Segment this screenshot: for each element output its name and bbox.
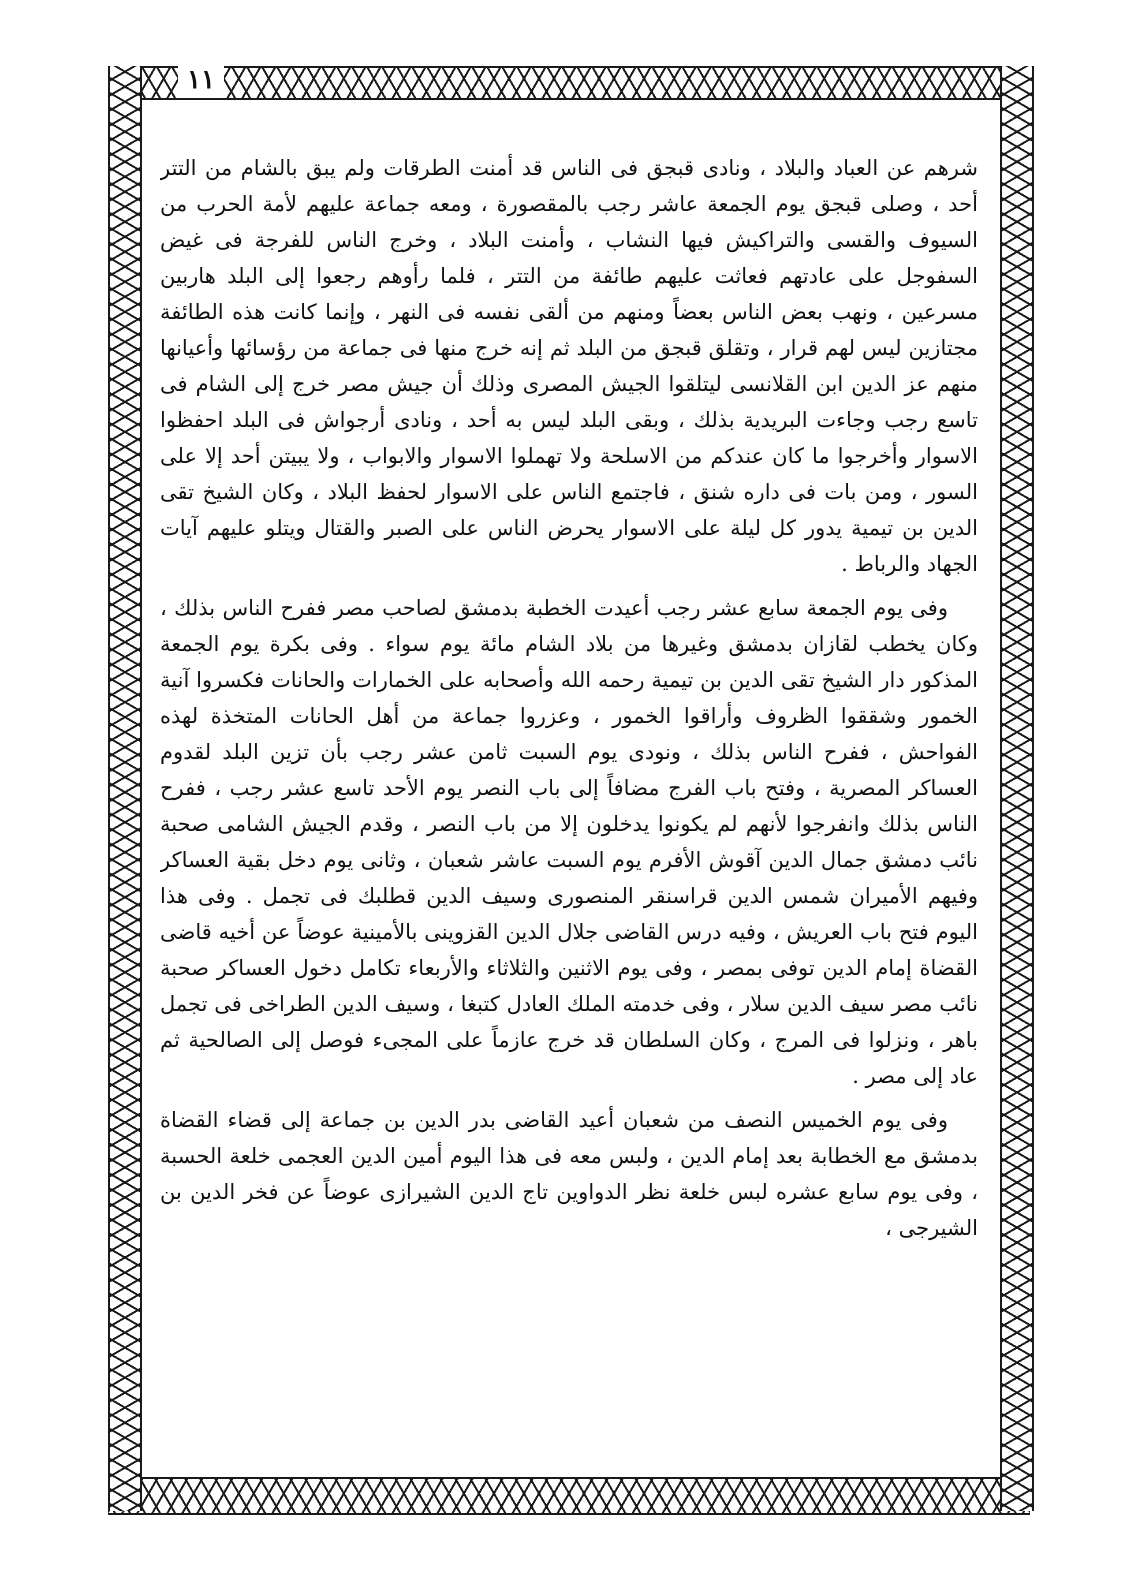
page-text: [160, 150, 978, 1460]
page-number: ١١: [178, 62, 224, 98]
paragraph-3: وفى يوم الخميس النصف من شعبان أعيد القاضى بدر الدين بن جماعة إلى قضاء القضاة بدمشق مع الخطابة بعد إمام الدين ، ولبس معه فى هذا اليوم أمين الدين العجمى خلعة الحسبة ، وفى يوم سابع عشره لبس خلعة نظر الدواوين تاج الدين الشيرازى عوضاً عن فخر الدين بن الشيرجى ،: [160, 1108, 978, 1240]
ornamental-border-top: [108, 66, 1030, 100]
ornamental-border-right: [1000, 66, 1034, 1511]
paragraph-1: شرهم عن العباد والبلاد ، ونادى قبجق فى الناس قد أمنت الطرقات ولم يبق بالشام من التتر أحد ، وصلى قبجق يوم الجمعة عاشر رجب بالمقصورة ، ومعه جماعة عليهم لأمة الحرب من السيوف والقسى والتراكيش فيها النشاب ، وأمنت البلاد ، وخرج الناس للفرجة فى غيض السفوجل على عادتهم فعاثت عليهم طائفة من التتر ، فلما رأوهم رجعوا إلى البلد هاربين مسرعين ، ونهب بعض الناس بعضاً ومنهم من ألقى نفسه فى النهر ، وإنما كانت هذه الطائفة مجتازين ليس لهم قرار ، وتقلق قبجق من البلد ثم إنه خرج منها فى جماعة من رؤسائها وأعيانها منهم عز الدين ابن القلانسى ليتلقوا الجيش المصرى وذلك أن جيش مصر خرج إلى الشام فى تاسع رجب وجاءت البريدية بذلك ، وبقى البلد ليس به أحد ، ونادى أرجواش فى البلد احفظوا الاسوار وأخرجوا ما كان عندكم من الاسلحة ولا تهملوا الاسوار والابواب ، ولا يبيتن أحد إلا على السور ، ومن بات فى داره شنق ، فاجتمع الناس على الاسوار لحفظ البلاد ، وكان الشيخ تقى الدين بن تيمية يدور كل ليلة على الاسوار يحرض الناس على الصبر والقتال ويتلو عليهم آيات الجهاد والرباط .: [160, 156, 978, 576]
paragraph-2: وفى يوم الجمعة سابع عشر رجب أعيدت الخطبة بدمشق لصاحب مصر ففرح الناس بذلك ، وكان يخطب لقازان بدمشق وغيرها من بلاد الشام مائة يوم سواء . وفى بكرة يوم الجمعة المذكور دار الشيخ تقى الدين بن تيمية رحمه الله وأصحابه على الخمارات والحانات فكسروا آنية الخمور وشققوا الظروف وأراقوا الخمور ، وعزروا جماعة من أهل الحانات المتخذة لهذه الفواحش ، ففرح الناس بذلك ، ونودى يوم السبت ثامن عشر رجب بأن تزين البلد لقدوم العساكر المصرية ، وفتح باب الفرج مضافاً إلى باب النصر يوم الأحد تاسع عشر رجب ، ففرح الناس بذلك وانفرجوا لأنهم لم يكونوا يدخلون إلا من باب النصر ، وقدم الجيش الشامى صحبة نائب دمشق جمال الدين آقوش الأفرم يوم السبت عاشر شعبان ، وثانى يوم دخل بقية العساكر وفيهم الأميران شمس الدين قراسنقر المنصورى وسيف الدين قطلبك فى تجمل . وفى هذا اليوم فتح باب العريش ، وفيه درس القاضى جلال الدين القزوينى بالأمينية عوضاً عن أخيه قاضى القضاة إمام الدين توفى بمصر ، وفى يوم الاثنين والثلاثاء والأربعاء تكامل دخول العساكر صحبة نائب مصر سيف الدين سلار ، وفى خدمته الملك العادل كتبغا ، وسيف الدين الطراخى فى تجمل باهر ، ونزلوا فى المرج ، وكان السلطان قد خرج عازماً على المجىء فوصل إلى الصالحية ثم عاد إلى مصر .: [160, 596, 978, 1088]
ornamental-border-bottom: [108, 1477, 1030, 1515]
ornamental-border-left: [108, 66, 142, 1511]
